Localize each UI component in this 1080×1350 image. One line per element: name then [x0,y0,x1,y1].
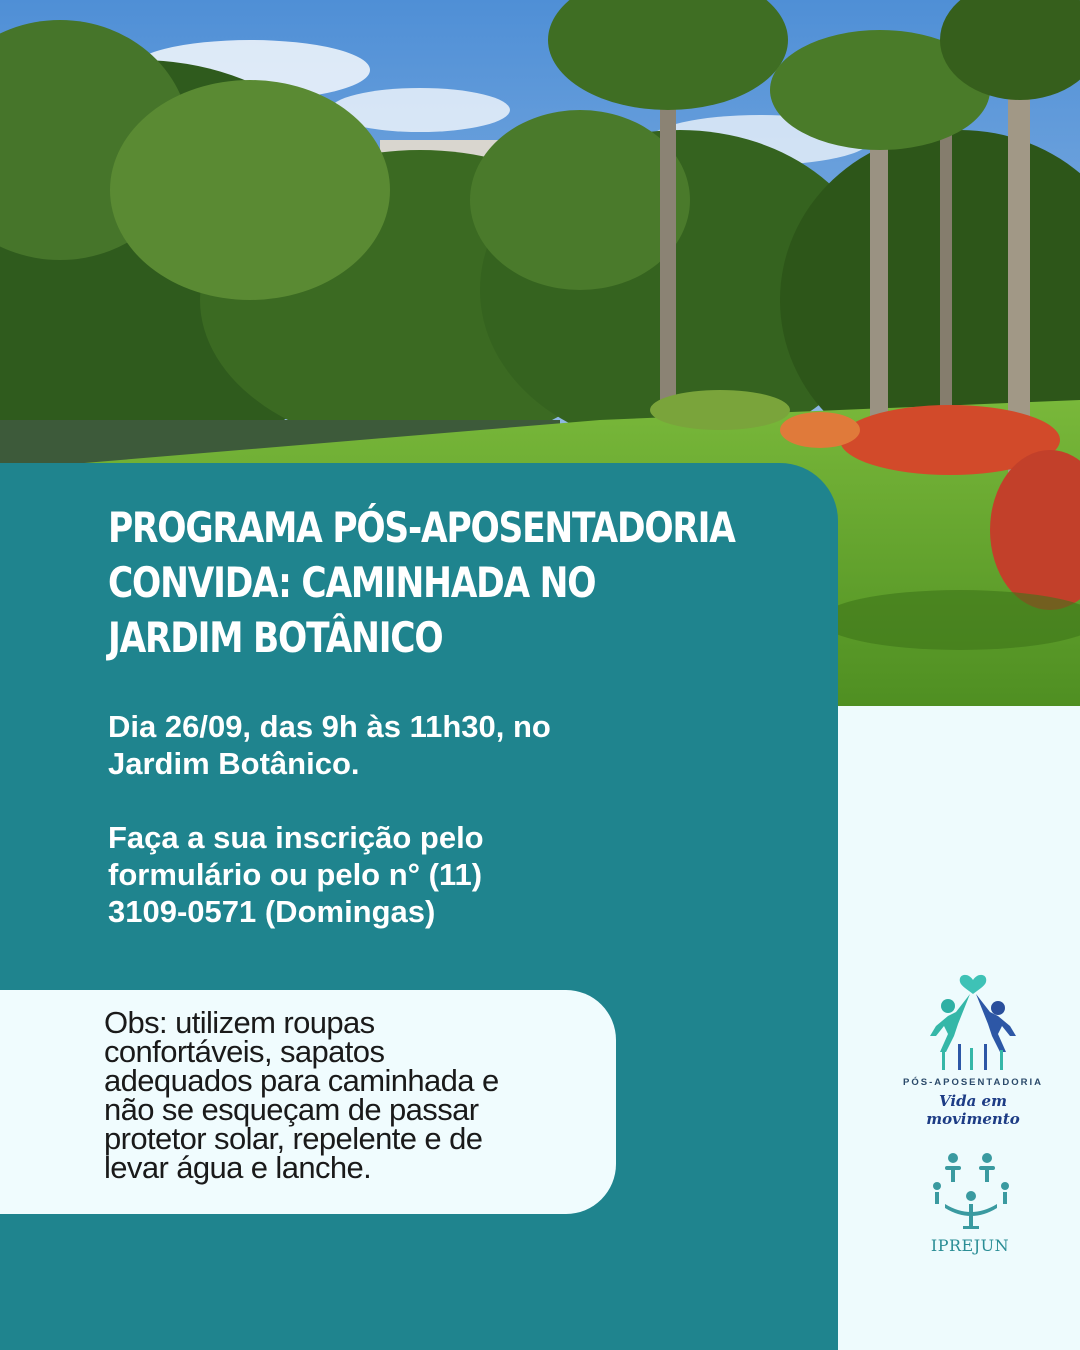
pos-aposentadoria-caption: PÓS-APOSENTADORIA [903,1077,1043,1088]
iprejun-logo [925,1150,1017,1238]
obs-line-4: não se esqueçam de passar [104,1092,479,1127]
obs-text [104,1005,604,1185]
date-line-2: Jardim Botânico. [108,746,360,781]
signup-line-3: 3109-0571 (Domingas) [108,894,436,929]
heart-icon [960,975,987,994]
headline-line-1: PROGRAMA PÓS-APOSENTADORIA [108,503,735,552]
obs-line-6: levar água e lanche. [104,1150,372,1185]
teal-person-icon [941,999,955,1013]
signup-info [108,819,708,930]
obs-line-2: confortáveis, sapatos [104,1034,385,1069]
navy-person-icon [991,1001,1005,1015]
iprejun-wordmark: IPREJUN [930,1236,1010,1255]
headline-line-3: JARDIM BOTÂNICO [108,613,443,662]
date-info [108,708,708,782]
obs-line-5: protetor solar, repelente e de [104,1121,483,1156]
obs-line-3: adequados para caminhada e [104,1063,499,1098]
headline-line-2: CONVIDA: CAMINHADA NO [108,558,596,607]
page-title [108,500,735,665]
signup-line-2: formulário ou pelo n° (11) [108,857,483,892]
pos-aposentadoria-tagline: Vida em movimento [926,1092,1020,1128]
event-details [108,708,708,930]
obs-line-1: Obs: utilizem roupas [104,1005,375,1040]
date-line-1: Dia 26/09, das 9h às 11h30, no [108,709,551,744]
signup-line-1: Faça a sua inscrição pelo [108,820,484,855]
people-circle-icon [933,1153,1009,1229]
